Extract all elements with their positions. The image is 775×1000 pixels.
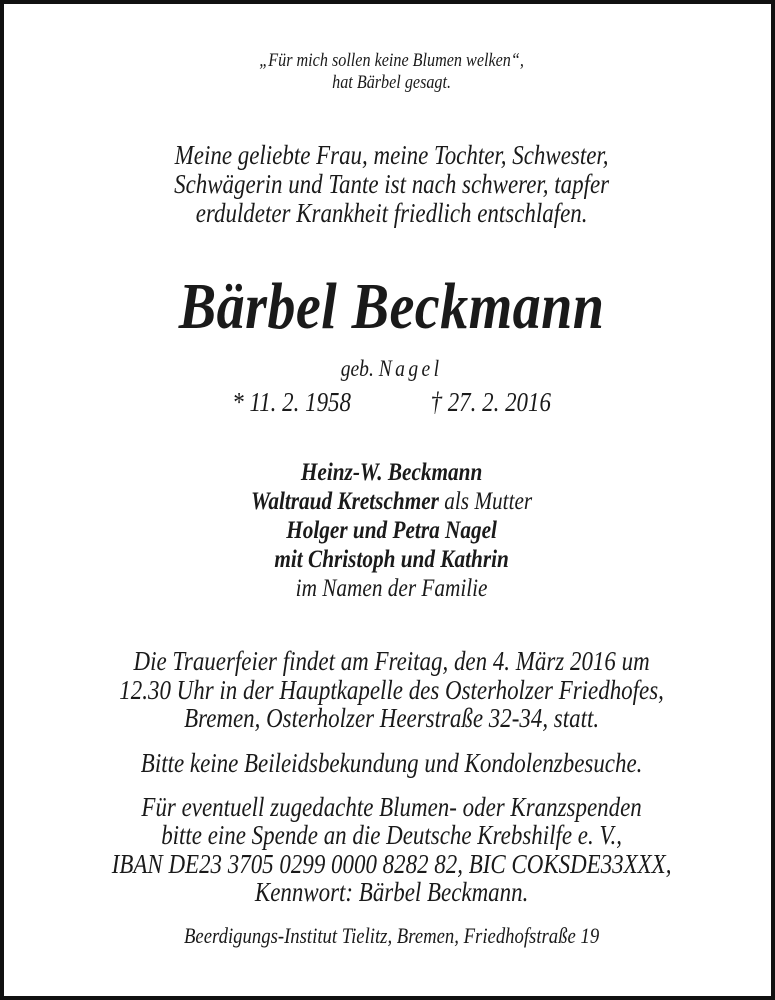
birth-name (4, 356, 775, 382)
donation-line-3: IBAN DE23 3705 0299 0000 8282 82, BIC COKSDE33XXX, (111, 849, 672, 879)
quote-line-2: hat Bärbel gesagt. (332, 72, 452, 93)
mourner-line: Heinz-W. Beckmann (300, 459, 483, 486)
funeral-line-2: 12.30 Uhr in der Hauptkapelle des Osterholzer Friedhofes, (119, 675, 664, 705)
mourner-line: Holger und Petra Nagel (286, 517, 497, 544)
life-dates (4, 387, 775, 418)
donation-line-2: bitte eine Spende an die Deutsche Krebshilfe e. V., (161, 820, 622, 850)
funeral-line-1: Die Trauerfeier findet am Freitag, den 4. März 2016 um (133, 646, 650, 676)
quote-line-1: „Für mich sollen keine Blumen welken“, (259, 50, 524, 71)
intro-line-3: erduldeter Krankheit friedlich entschlafen. (195, 198, 588, 228)
birth-name-prefix: geb. (340, 356, 374, 381)
mourner-line: mit Christoph und Kathrin (274, 546, 509, 573)
intro-line-2: Schwägerin und Tante ist nach schwerer, tapfer (174, 169, 610, 199)
mourner-line: im Namen der Familie (295, 575, 488, 602)
mourner-line: Waltraud Kretschmer als Mutter (251, 488, 533, 515)
death-date: † 27. 2. 2016 (430, 387, 551, 417)
deceased-name: Bärbel Beckmann (178, 270, 605, 343)
intro-line-1: Meine geliebte Frau, meine Tochter, Schwester, (174, 140, 609, 170)
funeral-line-3: Bremen, Osterholzer Heerstraße 32-34, statt. (184, 703, 600, 733)
donation-line-4: Kennwort: Bärbel Beckmann. (254, 877, 529, 907)
birth-date: * 11. 2. 1958 (232, 387, 352, 417)
undertaker: Beerdigungs-Institut Tielitz, Bremen, Friedhofstraße 19 (184, 923, 600, 948)
no-condolences: Bitte keine Beileidsbekundung und Kondolenzbesuche. (140, 748, 643, 778)
birth-name-value: Nagel (378, 356, 443, 381)
donation-line-1: Für eventuell zugedachte Blumen- oder Kranzspenden (141, 792, 642, 822)
